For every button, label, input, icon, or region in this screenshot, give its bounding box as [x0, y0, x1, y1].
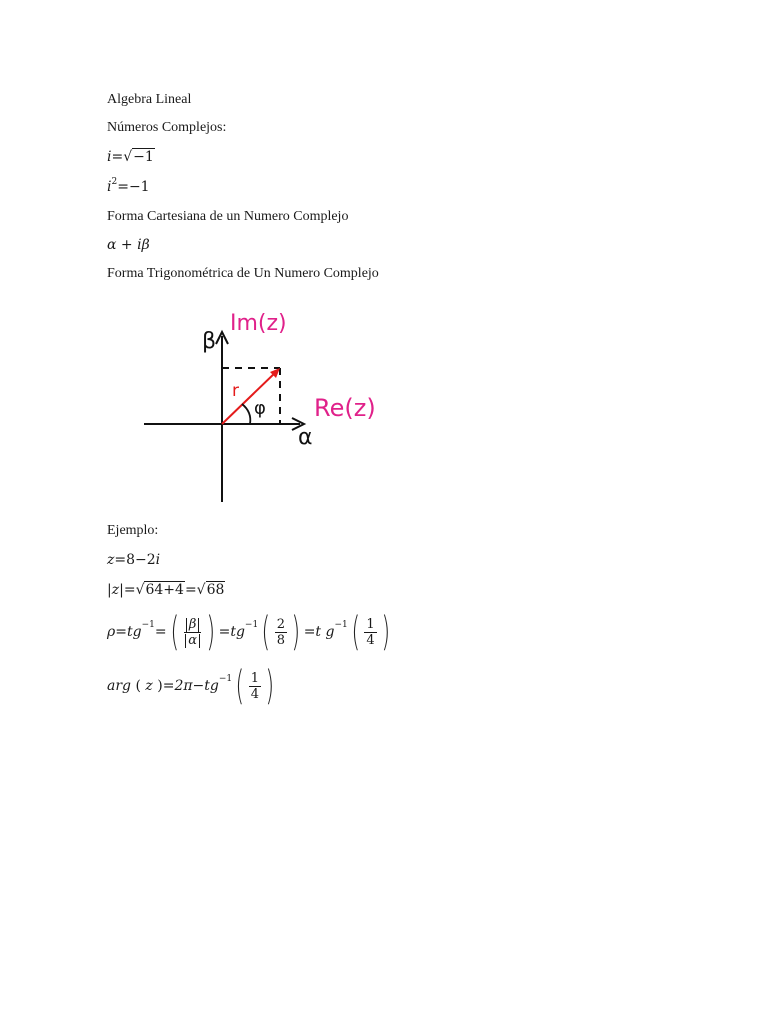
ex-rho-alpha: α — [185, 634, 200, 648]
ex-rho-n1: 2 — [276, 616, 286, 632]
equation-arg: arg ( z ) = 2π − tg −1 ( $\frac{1}{4}$ ) — [107, 664, 278, 708]
equation-i — [107, 148, 155, 166]
fraction-1-4: ( $\frac{1}{4}$ ) — [351, 609, 390, 655]
ex-rho-eq2: = — [154, 624, 167, 640]
ex-arg-n: 1 — [250, 670, 260, 686]
ex-rho-inv3: −1 — [334, 620, 348, 630]
ex-mod-radicand-1: 64+4 — [145, 582, 184, 598]
phi-label: φ — [254, 398, 266, 419]
ex-rho-n2: 1 — [366, 616, 375, 632]
ex-arg-eq: = — [162, 678, 175, 694]
equation-modulus: |z|=√64+4=√68 — [107, 582, 225, 598]
section-heading-complex: Números Complejos: — [107, 120, 227, 135]
eq-i2-equals: = — [117, 179, 129, 195]
equation-rho — [107, 610, 393, 654]
ex-z-rhs: 8−2 — [126, 552, 156, 568]
section-heading-example: Ejemplo: — [107, 523, 159, 538]
eq-i2-rhs: −1 — [128, 179, 150, 195]
eq-i-equals: = — [111, 149, 124, 165]
ex-arg-d: 4 — [250, 686, 260, 702]
sqrt-symbol: √−1 — [123, 149, 154, 165]
ex-arg-two-pi: 2π — [174, 678, 193, 694]
ex-rho-d1: 8 — [276, 632, 286, 648]
section-heading-cartesian: Forma Cartesiana de un Numero Complejo — [107, 209, 349, 224]
ex-arg-z: z — [145, 678, 153, 694]
ex-mod-radicand-2: 68 — [206, 582, 225, 598]
cartesian-expression: α + iβ — [107, 237, 150, 253]
equation-i-squared — [107, 178, 150, 198]
section-heading-trigonometric: Forma Trigonométrica de Un Numero Complejo — [107, 266, 379, 281]
sqrt-symbol-2: √68 — [196, 582, 225, 598]
ex-rho-inv2: −1 — [244, 620, 259, 630]
ex-z-lhs: z — [107, 552, 115, 568]
ex-rho-tg2: tg — [230, 624, 245, 640]
eq-i2-exponent: 2 — [111, 177, 118, 187]
complex-plane-diagram — [130, 298, 390, 508]
angle-arc — [242, 404, 250, 424]
ex-arg-label: arg — [107, 678, 132, 694]
ex-rho-eq4: = — [303, 624, 316, 640]
re-label: Re(z) — [314, 394, 376, 422]
ex-arg-minus: − — [192, 678, 205, 694]
ex-z-equals: = — [114, 552, 127, 568]
fraction-beta-alpha: ( $\frac{\beta}{\alpha}$ ) — [170, 609, 216, 655]
ex-rho-tg: tg — [126, 624, 142, 640]
ex-rho-beta: β — [186, 618, 200, 632]
ex-rho-eq3: = — [218, 624, 231, 640]
ex-rho-inv: −1 — [141, 620, 155, 630]
fraction-arg-1-4: ( $\frac{1}{4}$ ) — [235, 663, 275, 709]
equation-z — [107, 551, 160, 569]
sqrt-symbol-1: √64+4 — [135, 582, 184, 598]
ex-mod-eq2: = — [184, 582, 197, 598]
ex-rho-tg3: t g — [315, 624, 335, 640]
alpha-label: α — [298, 425, 313, 450]
r-label: r — [232, 381, 239, 401]
ex-rho-d2: 4 — [366, 632, 375, 648]
page-title: Algebra Lineal — [107, 92, 192, 107]
ex-arg-tg: tg — [204, 678, 219, 694]
ex-mod-eq1: = — [123, 582, 136, 598]
eq-i2-lhs: i — [107, 179, 112, 195]
eq-i-radicand: −1 — [133, 149, 154, 165]
ex-mod-z: z — [111, 582, 120, 598]
beta-label: β — [202, 329, 217, 354]
ex-rho-symbol: ρ — [107, 624, 116, 640]
eq-i-lhs: i — [107, 149, 112, 165]
ex-arg-inv: −1 — [218, 674, 233, 684]
ex-z-i: i — [155, 552, 161, 568]
fraction-2-8: ( $\frac{2}{8}$ ) — [261, 609, 301, 655]
im-label: Im(z) — [230, 311, 287, 336]
ex-rho-eq: = — [115, 624, 127, 640]
